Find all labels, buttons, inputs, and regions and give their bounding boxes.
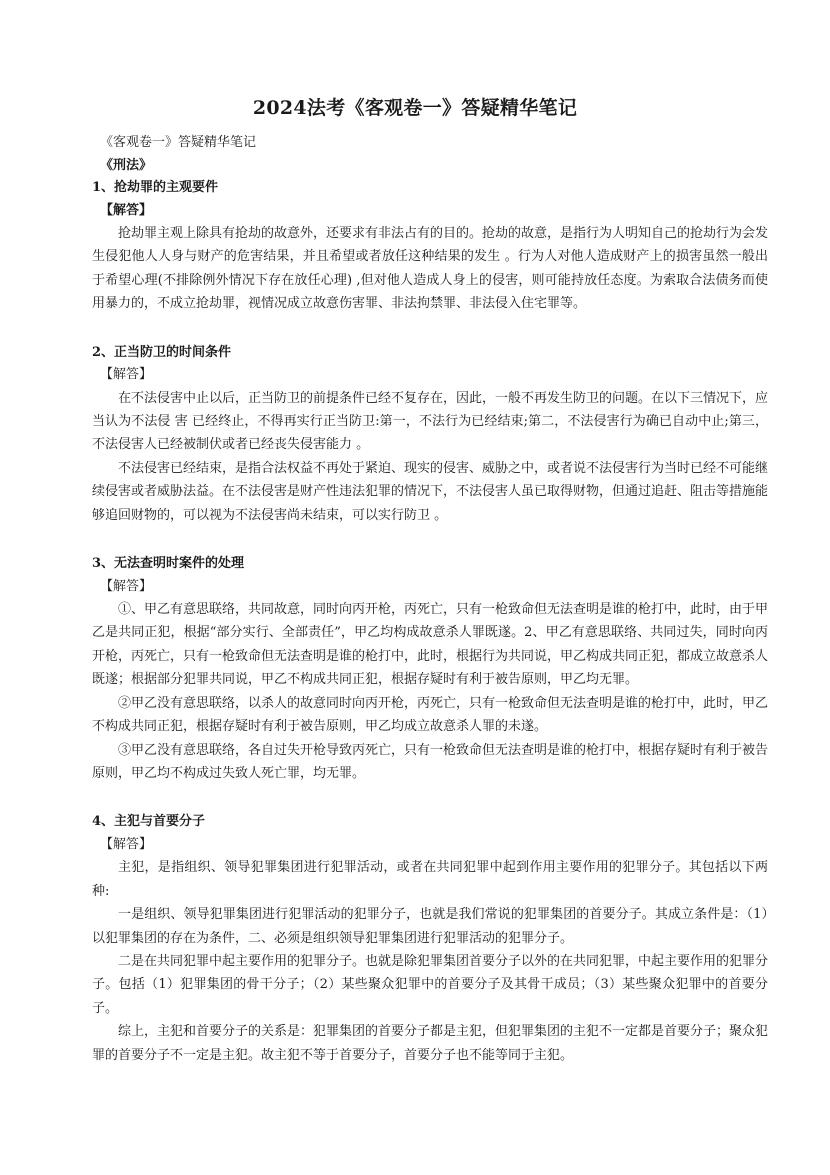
section-spacer xyxy=(92,527,768,553)
answer-label: 【解答】 xyxy=(100,578,153,594)
section-heading: 1、抢劫罪的主观要件 xyxy=(92,180,219,195)
answer-label: 【解答】 xyxy=(100,367,153,383)
qa-section-2 xyxy=(92,342,768,527)
answer-paragraph: 二是在共同犯罪中起主要作用的犯罪分子。也就是除犯罪集团首要分子以外的在共同犯罪，中起主要作用的犯罪分子。包括（1）犯罪集团的骨干分子；（2）某些聚众犯罪中的首要分子及其骨干成员；（3）某些聚众犯罪中的首要分子。 xyxy=(92,953,769,1016)
qa-section-4 xyxy=(92,811,768,1067)
section-heading: 2、正当防卫的时间条件 xyxy=(92,344,232,360)
answer-paragraph: 综上，主犯和首要分子的关系是：犯罪集团的首要分子都是主犯，但犯罪集团的主犯不一定都是首要分子；聚众犯罪的首要分子不一定是主犯。故主犯不等于首要分子，首要分子也不能等同于主犯。 xyxy=(92,1024,769,1063)
section-heading: 3、无法查明时案件的处理 xyxy=(92,556,245,572)
answer-paragraph: 主犯，是指组织、领导犯罪集团进行犯罪活动，或者在共同犯罪中起到作用主要作用的犯罪分子。其包括以下两种: xyxy=(92,860,768,899)
answer-paragraph: 不法侵害已经结束，是指合法权益不再处于紧迫、现实的侵害、威胁之中，或者说不法侵害行为当时已经不可能继续侵害或者威胁法益。在不法侵害是财产性违法犯罪的情况下，不法侵害人虽已取得财物，但通过追赶、阻击等措施能够追回财物的，可以视为不法侵害尚未结束，可以实行防卫 。 xyxy=(92,460,769,523)
document-title: 2024法考《客观卷一》答疑精华笔记 xyxy=(252,97,578,119)
answer-label: 【解答】 xyxy=(100,836,153,852)
answer-label: 【解答】 xyxy=(100,202,153,218)
document-body xyxy=(92,132,768,1067)
answer-paragraph: 在不法侵害中止以后，正当防卫的前提条件已经不复存在，因此，一般不再发生防卫的问题。在以下三情况下，应当认为不法侵 害 已经终止，不得再实行正当防卫:第一，不法行为已经结束;第二，不法侵害行为确已自动中止;第三，不法侵害人已经被制伏或者已经丧失侵害能力 。 xyxy=(92,390,769,453)
answer-paragraph: 一是组织、领导犯罪集团进行犯罪活动的犯罪分子，也就是我们常说的犯罪集团的首要分子。其成立条件是：（1）以犯罪集团的存在为条件，二、必须是组织领导犯罪集团进行犯罪活动的犯罪分子。 xyxy=(92,907,768,946)
answer-paragraph: ②甲乙没有意思联络，以杀人的故意同时向丙开枪，丙死亡，只有一枪致命但无法查明是谁的枪打中，此时，甲乙不构成共同正犯，根据存疑时有利于被告原则，甲乙均成立故意杀人罪的未遂。 xyxy=(92,695,769,735)
answer-paragraph: ①、甲乙有意思联络，共同故意，同时向丙开枪，丙死亡，只有一枪致命但无法查明是谁的枪打中，此时，由于甲乙是共同正犯，根据“部分实行、全部责任”，甲乙均构成故意杀人罪既遂。2、甲乙有意思联络、共同过失，同时向丙开枪，丙死亡，只有一枪致命但无法查明是谁的枪打中，此时，根据行为共同说，甲乙构成共同正犯，都成立故意杀人既遂；根据部分犯罪共同说，甲乙不构成共同正犯，根据存疑时有利于被告原则，甲乙均无罪。 xyxy=(92,602,769,688)
section-heading: 4、主犯与首要分子 xyxy=(92,814,206,830)
answer-paragraph: ③甲乙没有意思联络，各自过失开枪导致丙死亡，只有一枪致命但无法查明是谁的枪打中，根据存疑时有利于被告原则，甲乙均不构成过失致人死亡罪，均无罪。 xyxy=(92,742,769,781)
answer-paragraph: 抢劫罪主观上除具有抢劫的故意外，还要求有非法占有的目的。抢劫的故意，是指行为人明知自己的抢劫行为会发生侵犯他人人身与财产的危害结果，并且希望或者放任这种结果的发生 。行为人对他人造成财产上的损害虽然一般出于希望心理(不排除例外情况下存在放任心理) ,但对他人造成人身上的侵害，则可能持放任态度。为索取合法债务而使用暴力的，不成立抢劫罪，视情况成立故意伤害罪、非法拘禁罪、非法侵入住宅罪等。 xyxy=(92,226,769,312)
qa-section-1 xyxy=(92,177,768,316)
section-label-criminal-law: 《刑法》 xyxy=(100,157,153,173)
section-spacer xyxy=(92,785,768,811)
section-spacer xyxy=(92,316,768,342)
document-subtitle: 《客观卷一》答疑精华笔记 xyxy=(100,135,257,150)
qa-section-3 xyxy=(92,553,768,785)
